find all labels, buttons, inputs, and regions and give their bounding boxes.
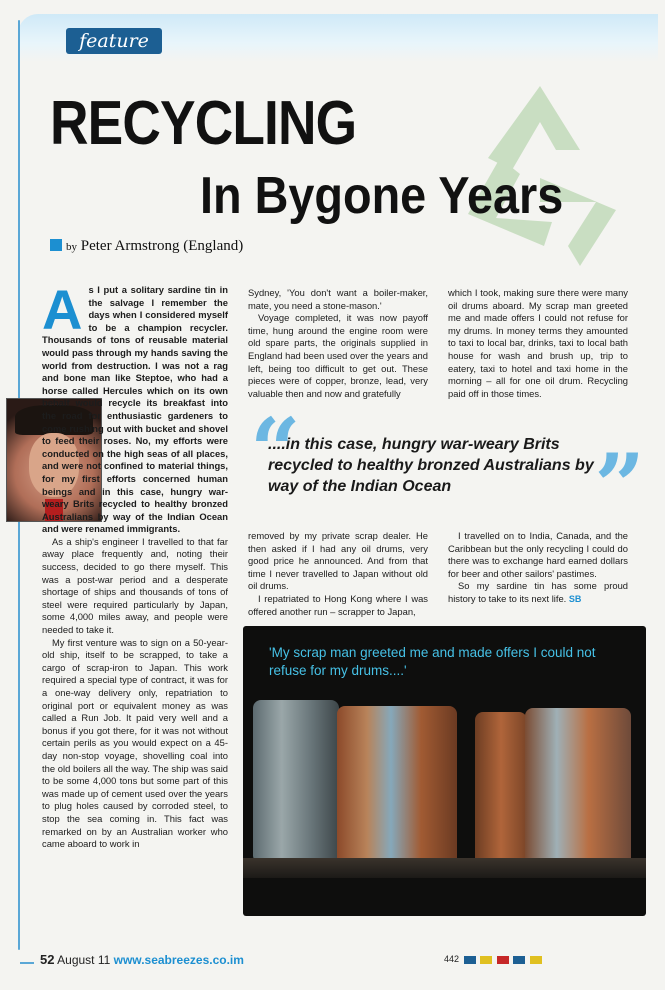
photo-caption: 'My scrap man greeted me and made offers I could not refuse for my drums....'	[269, 645, 596, 678]
article-paragraph: I travelled on to India, Canada, and the Caribbean but the only recycling I could do there was to exchange hard earned dollars for beer and other sailors' pastimes.	[448, 530, 628, 579]
section-tab: feature	[66, 28, 162, 54]
flag-icon	[497, 956, 509, 964]
open-quote-icon: “	[250, 398, 301, 502]
article-paragraph: which I took, making sure there were many oil drums aboard. My scrap man greeted me and made offers I could not refuse for my drums. In money terms they amounted to taxi to local bar, drinks, taxi to local bath house for wash and brush up, trip to eatery, taxi to hotel and taxi home in the morning – all for one oil drum. Recycling paid off in those times.	[448, 287, 628, 399]
end-mark: SB	[568, 593, 582, 604]
byline-author: Peter Armstrong (England)	[80, 238, 244, 254]
page-footer	[40, 952, 244, 967]
signal-flags	[444, 954, 542, 964]
issue-date: August 11	[57, 953, 111, 967]
byline-prefix: by	[66, 241, 77, 253]
flag-icon	[480, 956, 492, 964]
pull-quote-text: ....in this case, hungry war-weary Brits recycled to healthy bronzed Australians by way of the Indian Ocean	[268, 436, 594, 495]
article-column-2	[248, 287, 428, 400]
oil-drum-image	[475, 712, 527, 862]
lead-paragraph: As I put a solitary sardine tin in the salvage I remember the days when I considered myself to be a champion recycler. Thousands of tons of reusable material would pass through my hands saving the world from destruction. I was not a rag and bone man like Steptoe, who had a horse called Hercules which on its own behalf would recycle its breakfast into the road for enthusiastic gardeners to come rushing out with bucket and shovel to feed their roses. No, my efforts were conducted on the high seas of all places, and were not confined to material things, for my first efforts concerned human beings and in this case, hungry war-weary Brits recycled to healthy bronzed Australians by way of the Indian Ocean and were renamed immigrants.	[42, 278, 228, 535]
footer-rule	[20, 962, 34, 964]
oil-drum-image	[253, 700, 339, 860]
close-quote-icon: ”	[594, 434, 645, 538]
oil-drums-photo	[243, 626, 646, 916]
article-paragraph: removed by my private scrap dealer. He then asked if I had any oil drums, very good price he announced. And from that time I never travelled to Japan without old oil drums.	[248, 530, 428, 592]
pull-quote	[250, 398, 645, 538]
article-column-2-lower	[248, 530, 428, 618]
byline-square-icon	[50, 239, 62, 251]
article-paragraph: So my sardine tin has some proud history to take to its next life. SB	[448, 580, 628, 604]
page-number: 52	[40, 952, 55, 967]
website-link[interactable]: www.seabreezes.co.im	[113, 953, 244, 967]
drop-cap: A	[42, 278, 83, 341]
article-column-1	[42, 278, 228, 851]
oil-drum-image	[525, 708, 631, 862]
oil-drum-image	[337, 706, 457, 864]
article-column-3	[448, 287, 628, 400]
byline	[50, 238, 243, 255]
flag-icon	[530, 956, 542, 964]
article-paragraph: I repatriated to Hong Kong where I was offered another run – scrapper to Japan,	[248, 592, 428, 617]
article-paragraph: My first venture was to sign on a 50-year-old ship, itself to be scrapped, to take a cargo of scrap-iron to Japan. This work required a special type of contract, it was for a one-way delivery only, repatriation to original port or equivalent money as was called a Run Job. It paid very well and a bonus if you got there, for it was not without certain perils as you would expect on a 45-day non-stop voyage, shovelling coal into the old boilers all the way. The ship was said to be some 4,000 tons but some part of this was made up of cement used over the years to plug holes caused by corroded steel, to stop the sea coming in. This fact was remarked on by an Australian worker who came aboard to work in	[42, 636, 228, 850]
flag-icon	[513, 956, 525, 964]
article-paragraph: Voyage completed, it was now payoff time, hung around the engine room were old spare parts, the originals supplied in England had been used over the years and left, being too difficult to get out. These pieces were of copper, bronze, lead, very valuable then and now and gratefully	[248, 312, 428, 399]
headline-line2: In Bygone Years	[200, 167, 564, 225]
article-column-3-lower	[448, 530, 628, 606]
photo-pallet	[243, 858, 646, 878]
article-paragraph: As a ship's engineer I travelled to that far away place frequently and, noting their success, decided to go there myself. This was a post-war period and a desperate shortage of ships and thousands of tons of steel were required particularly by Japan, some 4,000 miles away, and people were needed to take it.	[42, 535, 228, 636]
headline-line1: RECYCLING	[50, 89, 357, 158]
flag-icon	[464, 956, 476, 964]
article-paragraph: Sydney, 'You don't want a boiler-maker, mate, you need a stone-mason.'	[248, 287, 428, 311]
footer-code: 442	[444, 954, 460, 964]
